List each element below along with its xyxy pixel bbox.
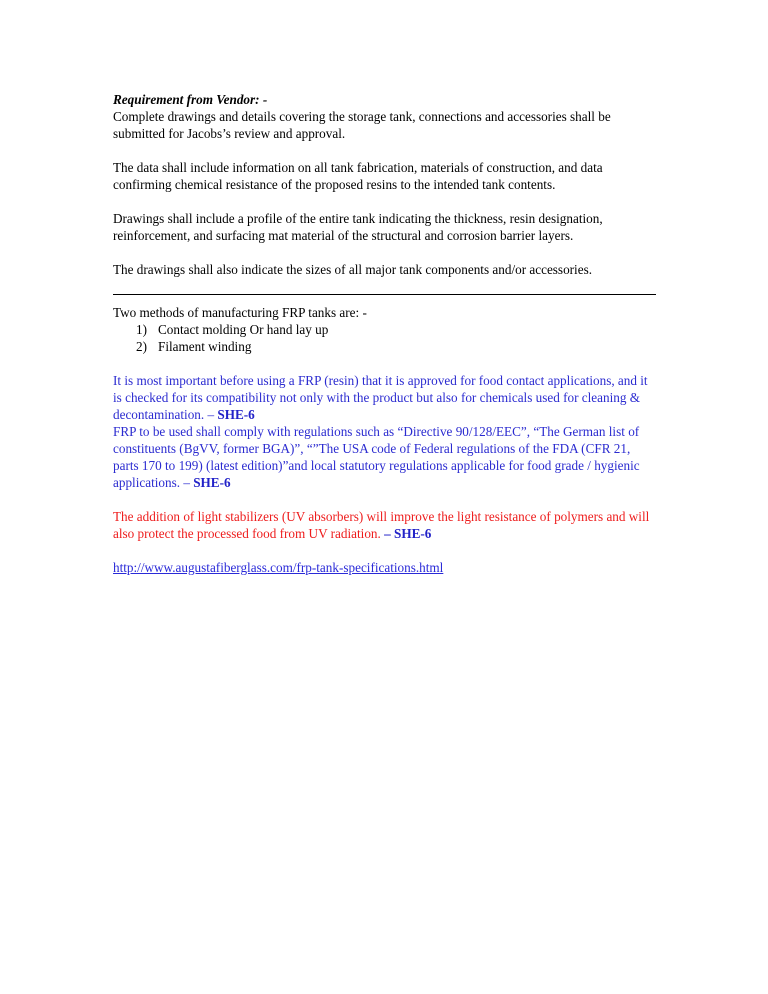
rule-spacing: [113, 295, 658, 304]
list-item: [113, 321, 658, 338]
list-item-text: Contact molding Or hand lay up: [158, 322, 329, 337]
document-page: [113, 91, 658, 576]
vendor-paragraph-profile: Drawings shall include a profile of the entire tank indicating the thickness, resin designation, reinforcement, and surfacing mat material of the structural and corrosion barrier layers.: [113, 211, 603, 243]
paragraph-gap: [113, 355, 658, 372]
note-uv-stabilizers: [113, 508, 658, 542]
paragraph-gap: [113, 142, 658, 159]
vendor-paragraph-data: The data shall include information on all tank fabrication, materials of construction, and data confirming chemical resistance of the proposed resins to the intended tank contents.: [113, 160, 603, 192]
note-reference: – SHE-6: [384, 526, 432, 541]
paragraph-gap: [113, 193, 658, 210]
paragraph-gap: [113, 491, 658, 508]
paragraph-gap: [113, 244, 658, 261]
note-uv-text: The addition of light stabilizers (UV absorbers) will improve the light resistance of polymers and will also protect the processed food from UV radiation.: [113, 509, 650, 541]
note-regulations: [113, 423, 658, 491]
vendor-paragraph-drawings: Complete drawings and details covering the storage tank, connections and accessories shall be submitted for Jacobs’s review and approval.: [113, 109, 611, 141]
vendor-paragraph-sizes: The drawings shall also indicate the sizes of all major tank components and/or accessories.: [113, 262, 592, 277]
paragraph-gap: [113, 542, 658, 559]
list-item-number: 1): [136, 322, 147, 337]
spec-link[interactable]: http://www.augustafiberglass.com/frp-tank-specifications.html: [113, 560, 444, 575]
note-reference: SHE-6: [217, 407, 255, 422]
note-food-contact-text: It is most important before using a FRP (resin) that it is approved for food contact applications, and it is checked for its compatibility not only with the product but also for chemicals used for cleaning & decontamination. –: [113, 373, 648, 422]
list-item-number: 2): [136, 339, 147, 354]
list-item: [113, 338, 658, 355]
vendor-requirement-heading: Requirement from Vendor: -: [113, 92, 268, 107]
note-food-contact: [113, 372, 658, 423]
list-item-text: Filament winding: [158, 339, 252, 354]
note-reference: SHE-6: [193, 475, 231, 490]
methods-intro: Two methods of manufacturing FRP tanks are: -: [113, 305, 367, 320]
note-regulations-text: FRP to be used shall comply with regulations such as “Directive 90/128/EEC”, “The German list of constituents (BgVV, former BGA)”, “”The USA code of Federal regulations of the FDA (CFR 21, parts 170 to 199) (latest edition)”and local statutory regulations applicable for food grade / hygienic applications. –: [113, 424, 640, 490]
methods-list: [113, 321, 658, 355]
